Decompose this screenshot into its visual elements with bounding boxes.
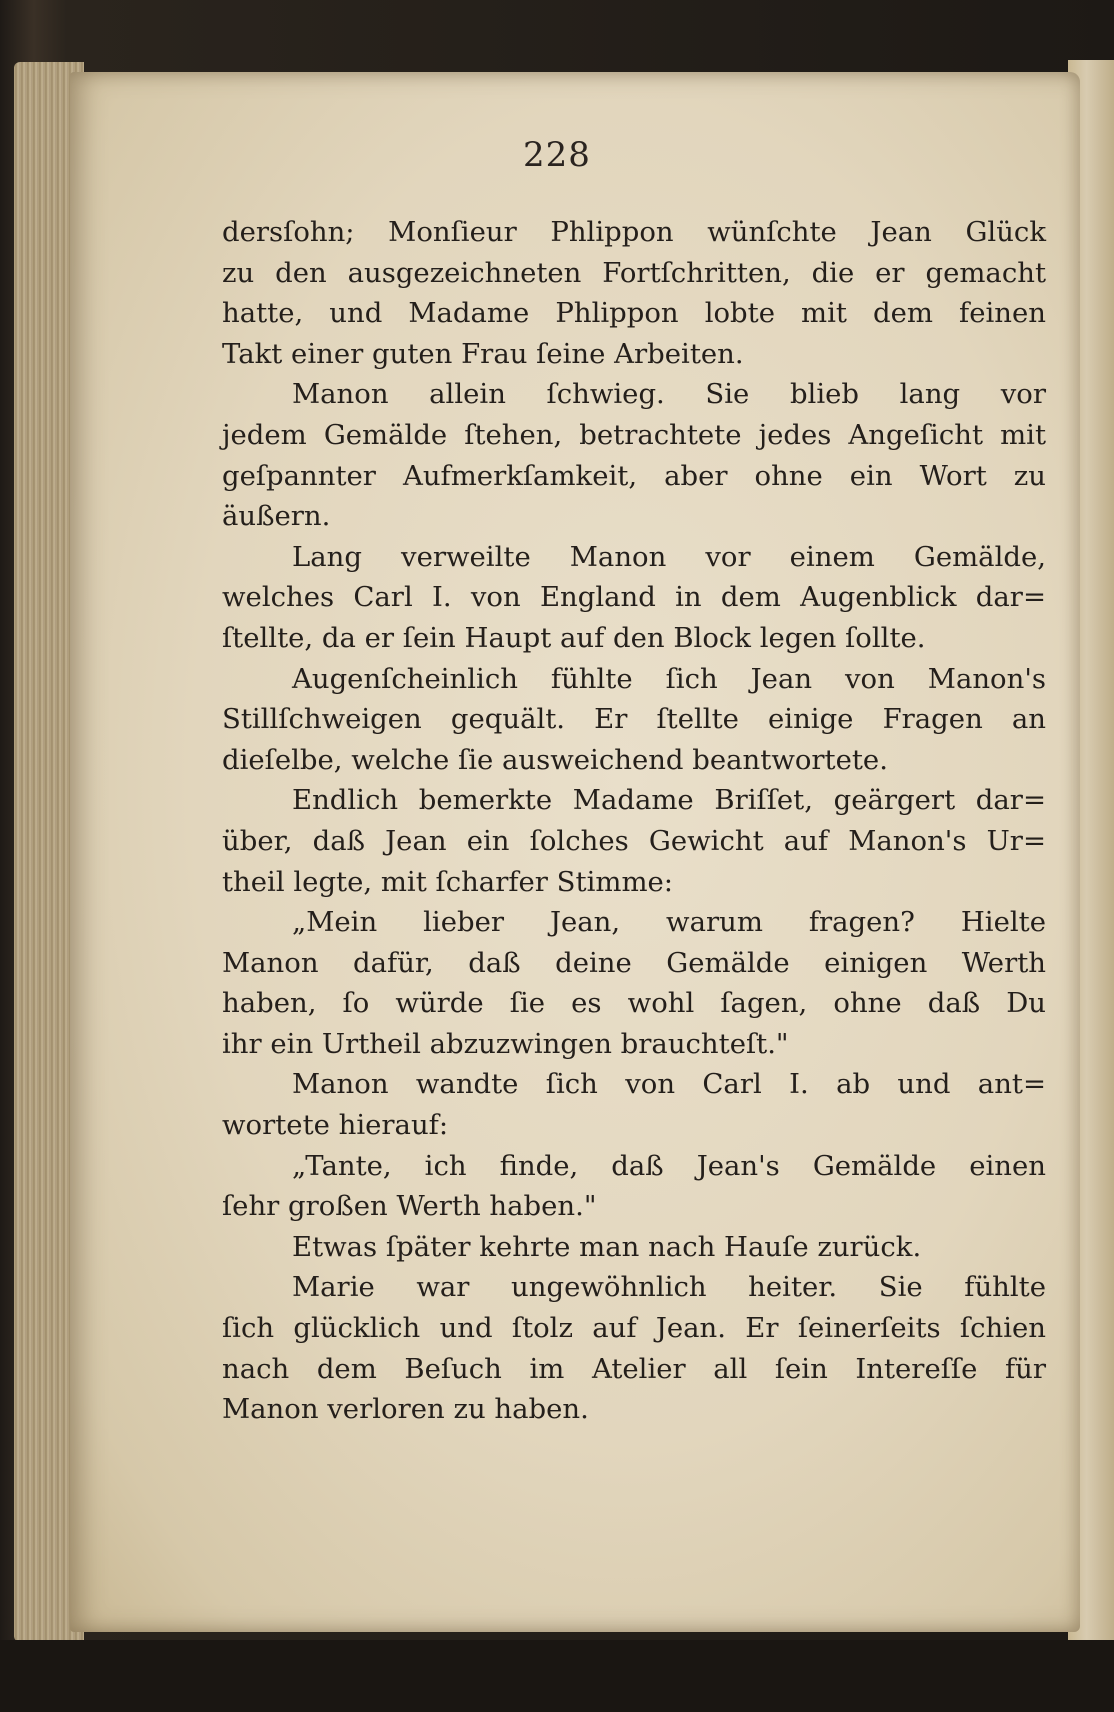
page-number: 228 [523,135,591,175]
text-line: Takt einer guten Frau ſeine Arbeiten. [222,337,744,370]
text-line: ſtellte, da er ſein Haupt auf den Block legen ſollte. [222,621,926,654]
text-line: Manon verloren zu haben. [222,1393,589,1426]
text-line: ſich glücklich und ſtolz auf Jean. Er ſeinerſeits ſchien [222,1312,1046,1345]
text-line: Manon dafür, daß deine Gemälde einigen Werth [222,946,1046,979]
text-line: Marie war ungewöhnlich heiter. Sie fühlte [292,1271,1046,1304]
text-line: Endlich bemerkte Madame Briſſet, geärgert dar= [292,784,1046,817]
text-line: Etwas ſpäter kehrte man nach Hauſe zurück. [292,1230,922,1263]
text-line: Stillſchweigen gequält. Er ſtellte einige Fragen an [222,703,1046,736]
text-line: wortete hierauf: [222,1109,449,1142]
text-line: nach dem Beſuch im Atelier all ſein Intereſſe für [222,1352,1046,1385]
text-line: ihr ein Urtheil abzuzwingen brauchteſt." [222,1027,789,1060]
text-line: Manon wandte ſich von Carl I. ab und ant= [292,1068,1046,1101]
text-line: hatte, und Madame Phlippon lobte mit dem feinen [222,297,1046,330]
text-line: dieſelbe, welche ſie ausweichend beantwortete. [222,743,888,776]
body-text [222,212,1046,1430]
text-line: Manon allein ſchwieg. Sie blieb lang vor [292,378,1046,411]
text-line: theil legte, mit ſcharfer Stimme: [222,865,674,898]
scan-background [0,1640,1114,1712]
text-line: ſehr großen Werth haben." [222,1190,597,1223]
text-line: „Tante, ich finde, daß Jean's Gemälde einen [292,1149,1046,1182]
text-line: geſpannter Aufmerkſamkeit, aber ohne ein Wort zu [222,459,1046,492]
text-line: Augenſcheinlich fühlte ſich Jean von Manon's [292,662,1046,695]
text-line: haben, ſo würde ſie es wohl ſagen, ohne daß Du [222,987,1046,1020]
text-line: welches Carl I. von England in dem Augenblick dar= [222,581,1046,614]
text-line: „Mein lieber Jean, warum fragen? Hielte [292,906,1046,939]
text-line: Lang verweilte Manon vor einem Gemälde, [292,540,1046,573]
text-line: jedem Gemälde ſtehen, betrachtete jedes Angeſicht mit [222,418,1046,451]
text-line: zu den ausgezeichneten Fortſchritten, die er gemacht [222,256,1046,289]
text-line: über, daß Jean ein ſolches Gewicht auf Manon's Ur= [222,824,1046,857]
text-line: äußern. [222,500,331,533]
text-line: dersſohn; Monſieur Phlippon wünſchte Jean Glück [222,216,1046,248]
